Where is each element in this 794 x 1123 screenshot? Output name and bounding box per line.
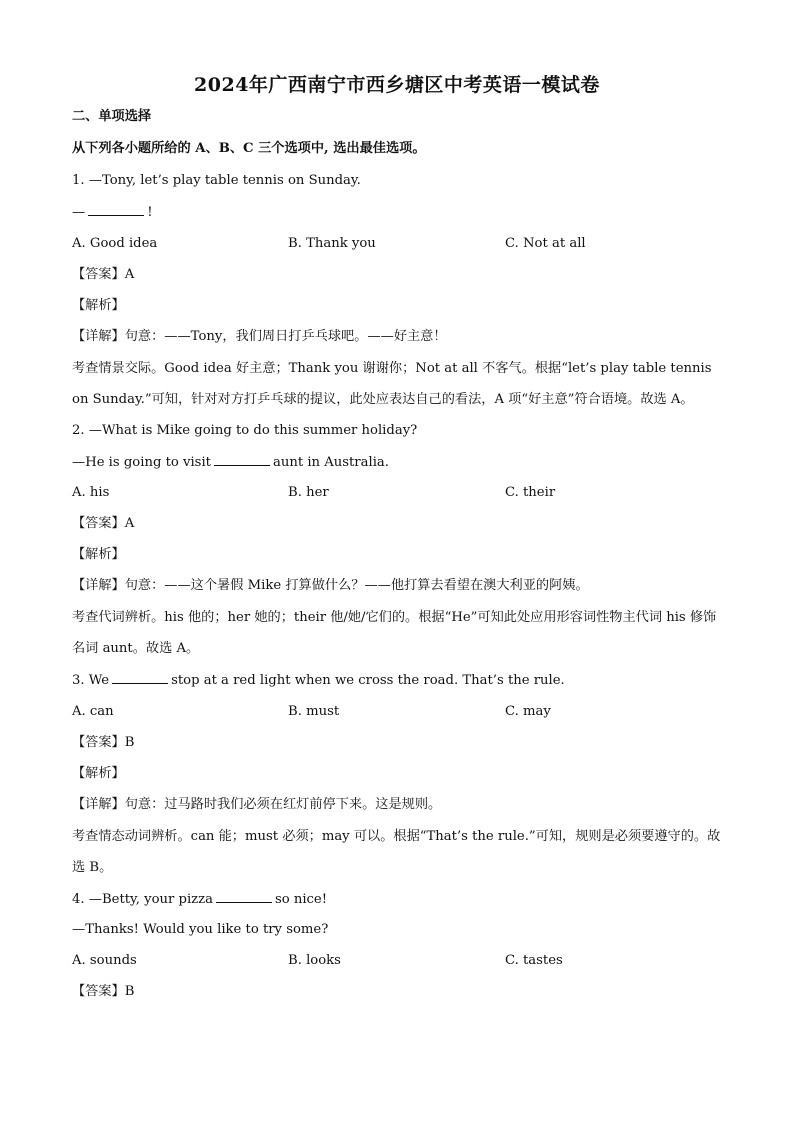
q1-explanation: 考查情景交际。Good idea 好主意；Thank you 谢谢你；Not at all 不客气。根据“let’s play table tennis on Sunday.”可知，针对对方打乒乓球的提议，此处应表达自己的看法，A 项“好主意”符合语境。故选 A。 — [72, 361, 712, 407]
q3-option-c: C. may — [505, 704, 551, 719]
q3-answer: 【答案】B — [72, 735, 135, 750]
q4-option-b: B. looks — [288, 953, 341, 968]
q3-stem: 3. We stop at a red light when we cross the road. That’s the rule. — [72, 673, 565, 688]
q3-detail: 【详解】句意：过马路时我们必须在红灯前停下来。这是规则。 — [72, 797, 442, 812]
page-title: 2024年广西南宁市西乡塘区中考英语一模试卷 — [194, 74, 600, 96]
q4-stem: 4. —Betty, your pizza so nice! — [72, 892, 328, 907]
q2-stem: 2. —What is Mike going to do this summer holiday? — [72, 423, 418, 438]
answer-blank — [214, 453, 270, 466]
q1-answer: 【答案】A — [72, 267, 135, 282]
q4-option-c: C. tastes — [505, 953, 563, 968]
q3-explanation: 考查情态动词辨析。can 能；must 必须；may 可以。根据“That’s the rule.”可知，规则是必须要遵守的。故选 B。 — [72, 829, 721, 875]
answer-blank — [88, 203, 144, 216]
q4-answer: 【答案】B — [72, 984, 135, 999]
q1-analysis: 【解析】 — [72, 298, 125, 313]
instruction: 从下列各小题所给的 A、B、C 三个选项中, 选出最佳选项。 — [72, 141, 426, 156]
q1-option-c: C. Not at all — [505, 236, 586, 251]
q1-response: — ! — [72, 205, 153, 220]
section-heading: 二、单项选择 — [72, 109, 152, 124]
q4-response: —Thanks! Would you like to try some? — [72, 922, 329, 937]
answer-blank — [216, 890, 272, 903]
q2-answer: 【答案】A — [72, 516, 135, 531]
q2-analysis: 【解析】 — [72, 547, 125, 562]
q2-option-c: C. their — [505, 485, 556, 500]
q4-option-a: A. sounds — [72, 953, 137, 968]
q1-option-b: B. Thank you — [288, 236, 376, 251]
q2-detail: 【详解】句意：——这个暑假 Mike 打算做什么？——他打算去看望在澳大利亚的阿姨。 — [72, 578, 589, 593]
q1-stem: 1. —Tony, let’s play table tennis on Sunday. — [72, 173, 361, 188]
q3-option-a: A. can — [72, 704, 114, 719]
q2-response: —He is going to visit aunt in Australia. — [72, 455, 389, 470]
q2-option-b: B. her — [288, 485, 329, 500]
q2-option-a: A. his — [72, 485, 110, 500]
q2-explanation: 考查代词辨析。his 他的；her 她的；their 他/她/它们的。根据“He”可知此处应用形容词性物主代词 his 修饰名词 aunt。故选 A。 — [72, 610, 717, 656]
answer-blank — [112, 671, 168, 684]
q3-option-b: B. must — [288, 704, 340, 719]
q3-analysis: 【解析】 — [72, 766, 125, 781]
q1-detail: 【详解】句意：——Tony，我们周日打乒乓球吧。——好主意！ — [72, 329, 447, 344]
q1-option-a: A. Good idea — [72, 236, 158, 251]
